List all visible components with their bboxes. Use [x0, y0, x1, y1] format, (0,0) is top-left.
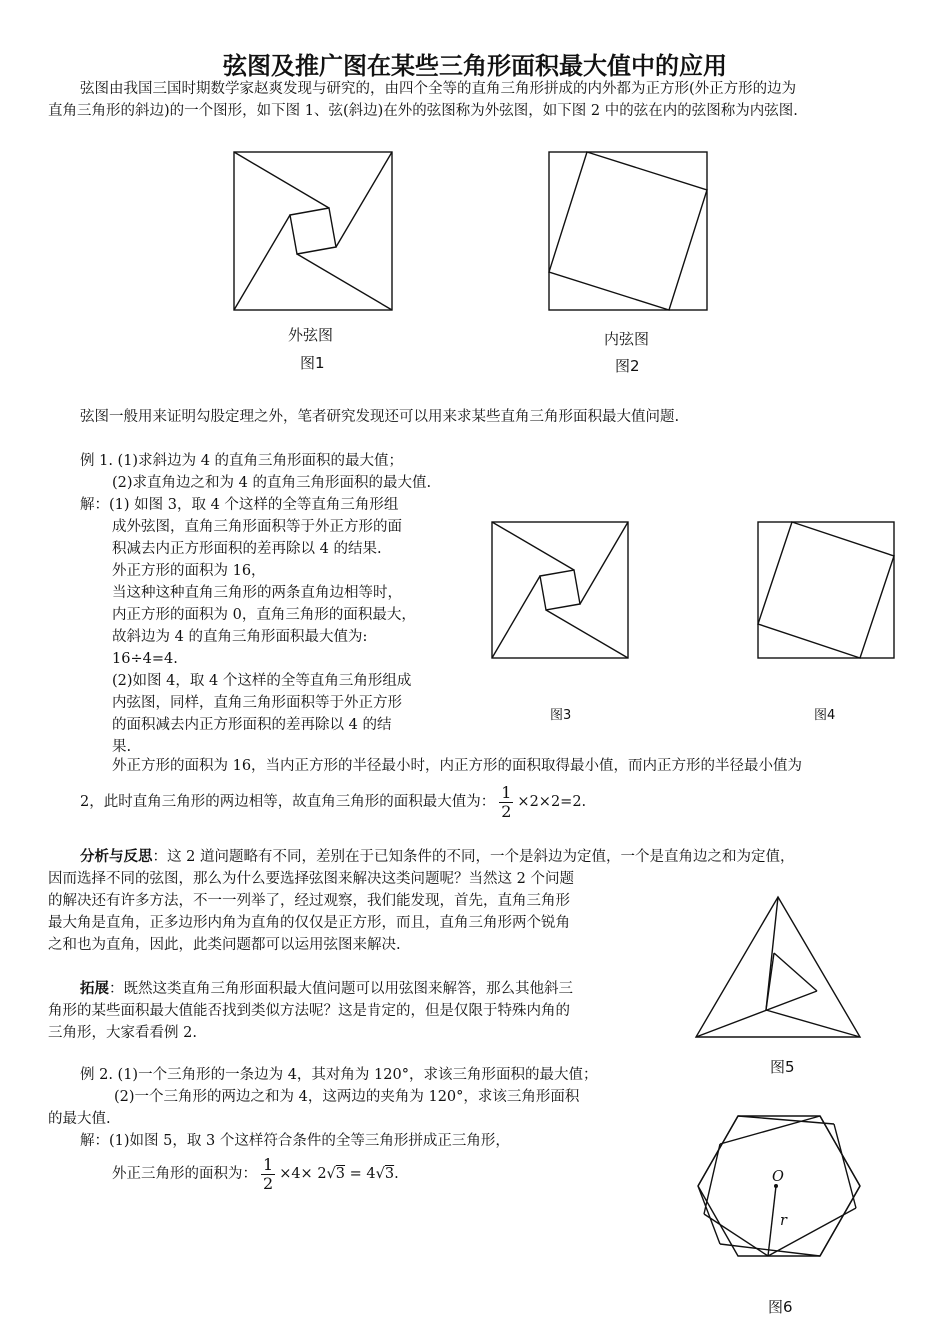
example2-solution-2-eq: = 4 — [345, 1166, 376, 1182]
example1-solution-13: 外正方形的面积为 16，当内正方形的半径最小时，内正方形的面积取得最小值，而内正方形的半径最小值为 — [112, 758, 803, 774]
example2-solution-2-mid: ×4× 2 — [279, 1166, 327, 1182]
example1-solution-6: 内正方形的面积为 0，直角三角形的面积最大， — [112, 607, 416, 623]
figure-5-triangle-diagram — [694, 893, 864, 1045]
fraction-one-half — [261, 1156, 275, 1193]
extension-line-2: 角形的某些面积最大值能否找到类似方法呢？这是肯定的，但是仅限于特殊内角的 — [48, 1003, 570, 1019]
sqrt-radicand-2: 3 — [384, 1166, 395, 1182]
figure-5-caption: 图5 — [770, 1058, 795, 1076]
fraction-denominator: 2 — [501, 801, 512, 821]
extension-label: 拓展 — [80, 981, 109, 997]
example2-solution-2 — [112, 1154, 399, 1194]
analysis-line-3: 的解决还有许多方法，不一一列举了，经过观察，我们能发现，首先，直角三角形 — [48, 893, 570, 909]
example1-question-2: (2)求直角边之和为 4 的直角三角形面积的最大值. — [112, 475, 432, 491]
sqrt-radicand-1: 3 — [335, 1166, 346, 1182]
extension-line-3: 三角形，大家看看例 2. — [48, 1025, 197, 1041]
example2-solution-2-end: . — [394, 1166, 399, 1182]
figure-3-caption: 图3 — [550, 708, 572, 723]
figure-4-inner-chord-diagram — [756, 520, 896, 660]
figure-1-label: 外弦图 — [288, 326, 334, 344]
analysis-line-1 — [80, 846, 794, 868]
note-text: 弦图一般用来证明勾股定理之外，笔者研究发现还可以用来求某些直角三角形面积最大值问题. — [80, 409, 680, 425]
example1-question-1: 例 1. (1)求斜边为 4 的直角三角形面积的最大值； — [80, 453, 404, 469]
example1-solution-1: 解：(1) 如图 3，取 4 个这样的全等直角三角形组 — [80, 497, 399, 513]
figure-6-radius-label: r — [780, 1213, 787, 1229]
fraction-numerator: 1 — [501, 782, 512, 802]
example1-solution-3: 积减去内正方形面积的差再除以 4 的结果. — [112, 541, 382, 557]
example1-solution-9: (2)如图 4，取 4 个这样的全等直角三角形组成 — [112, 673, 412, 689]
figure-1-outer-chord-diagram — [232, 150, 394, 312]
analysis-text-1: ：这 2 道问题略有不同，差别在于已知条件的不同，一个是斜边为定值，一个是直角边之和为定值， — [152, 849, 795, 865]
fraction-denominator: 2 — [263, 1173, 274, 1193]
page-title: 弦图及推广图在某些三角形面积最大值中的应用 — [223, 52, 727, 80]
example1-solution-5: 当这种这种直角三角形的两条直角边相等时， — [112, 585, 402, 601]
example2-question-2: (2)一个三角形的两边之和为 4，这两边的夹角为 120°，求该三角形面积 — [114, 1089, 580, 1105]
example1-solution-4: 外正方形的面积为 16， — [112, 563, 266, 579]
analysis-line-5: 之和也为直角，因此，此类问题都可以运用弦图来解决. — [48, 937, 401, 953]
example1-solution-11: 的面积减去内正方形面积的差再除以 4 的结 — [112, 717, 392, 733]
figure-4-caption: 图4 — [814, 708, 836, 723]
fraction-numerator: 1 — [263, 1154, 274, 1174]
figure-6-center-label: O — [772, 1169, 784, 1185]
analysis-label: 分析与反思 — [80, 849, 153, 865]
intro-line-2: 直角三角形的斜边)的一个图形，如下图 1、弦(斜边)在外的弦图称为外弦图，如下图 2 中的弦在内的弦图称为内弦图. — [48, 103, 798, 119]
example1-solution-12: 果. — [112, 739, 132, 755]
extension-text-1: ：既然这类直角三角形面积最大值问题可以用弦图来解答，那么其他斜三 — [109, 981, 573, 997]
intro-line-1: 弦图由我国三国时期数学家赵爽发现与研究的，由四个全等的直角三角形拼成的内外都为正方形(外正方形的边为 — [80, 81, 797, 97]
figure-1-caption: 图1 — [300, 354, 325, 372]
example2-solution-2-pre: 外正三角形的面积为： — [112, 1166, 257, 1182]
fraction-one-half — [499, 784, 513, 821]
extension-line-1 — [80, 978, 573, 1000]
analysis-line-2: 因而选择不同的弦图，那么为什么要选择弦图来解决这类问题呢？当然这 2 个问题 — [48, 871, 574, 887]
example1-solution-14-pre: 2，此时直角三角形的两边相等，故直角三角形的面积最大值为： — [80, 794, 496, 810]
figure-2-label: 内弦图 — [604, 330, 650, 348]
example1-solution-14 — [80, 782, 586, 822]
example1-solution-10: 内弦图，同样，直角三角形面积等于外正方形 — [112, 695, 402, 711]
figure-3-outer-chord-diagram — [490, 520, 630, 660]
figure-2-caption: 图2 — [615, 357, 640, 375]
sqrt-symbol: √ — [375, 1166, 385, 1182]
example2-question-3: 的最大值. — [48, 1111, 111, 1127]
analysis-line-4: 最大角是直角，正多边形内角为直角的仅仅是正方形，而且，直角三角形两个锐角 — [48, 915, 570, 931]
example1-solution-8: 16÷4=4. — [112, 651, 178, 667]
example2-solution-1: 解：(1)如图 5，取 3 个这样符合条件的全等三角形拼成正三角形， — [80, 1133, 510, 1149]
example2-question-1: 例 2. (1)一个三角形的一条边为 4，其对角为 120°，求该三角形面积的最大值； — [80, 1067, 598, 1083]
sqrt-symbol: √ — [326, 1166, 336, 1182]
figure-6-caption: 图6 — [768, 1298, 793, 1316]
example1-solution-2: 成外弦图，直角三角形面积等于外正方形的面 — [112, 519, 402, 535]
figure-2-inner-chord-diagram — [547, 150, 709, 312]
example1-solution-14-post: ×2×2=2. — [517, 794, 587, 810]
example1-solution-7: 故斜边为 4 的直角三角形面积最大值为: — [112, 629, 368, 645]
